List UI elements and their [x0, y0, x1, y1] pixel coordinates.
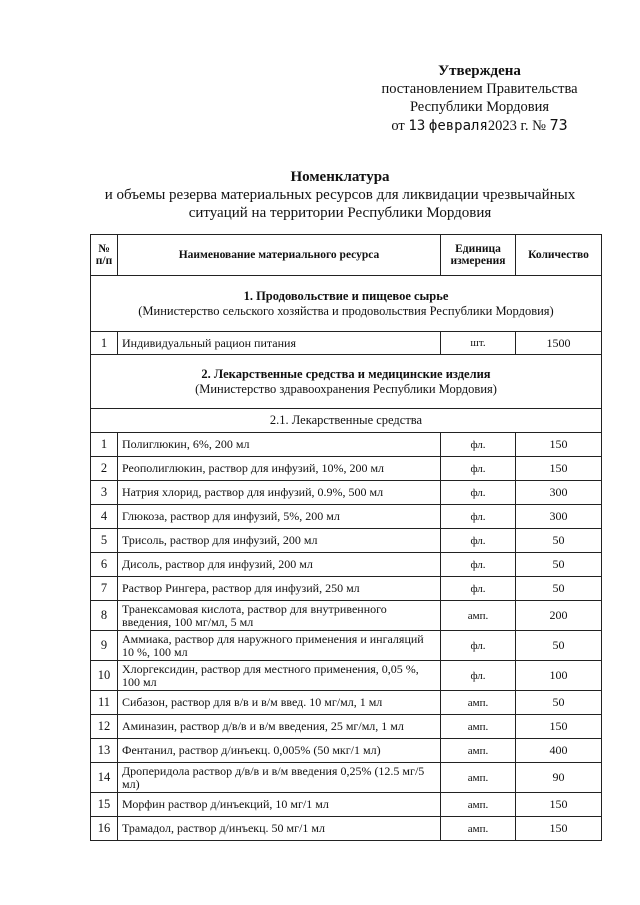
section-1-cell [91, 276, 602, 332]
row-name: Натрия хлорид, раствор для инфузий, 0.9%, 500 мл [118, 481, 441, 505]
row-qty: 50 [516, 691, 602, 715]
section-2-cell [91, 355, 602, 409]
row-no: 12 [91, 715, 118, 739]
row-name: Полиглюкин, 6%, 200 мл [118, 433, 441, 457]
row-no: 10 [91, 661, 118, 691]
row-unit: фл. [441, 433, 516, 457]
table-row [91, 553, 602, 577]
document-title-block [90, 168, 590, 222]
approval-block [372, 62, 587, 135]
table-row [91, 739, 602, 763]
header-name: Наименование материального ресурса [118, 235, 441, 276]
row-qty: 50 [516, 529, 602, 553]
row-unit: фл. [441, 529, 516, 553]
table-row [91, 577, 602, 601]
row-qty: 150 [516, 817, 602, 841]
section-2-title: 2. Лекарственные средства и медицинские изделия [201, 366, 491, 381]
table-row [91, 332, 602, 355]
row-unit: фл. [441, 631, 516, 661]
table-row [91, 793, 602, 817]
row-name: Трисоль, раствор для инфузий, 200 мл [118, 529, 441, 553]
row-name: Индивидуальный рацион питания [118, 332, 441, 355]
table-row [91, 601, 602, 631]
row-name: Глюкоза, раствор для инфузий, 5%, 200 мл [118, 505, 441, 529]
table-row [91, 691, 602, 715]
section-2-ministry: (Министерство здравоохранения Республики Мордовия) [195, 381, 497, 396]
table-row [91, 715, 602, 739]
row-qty: 50 [516, 577, 602, 601]
row-qty: 90 [516, 763, 602, 793]
document-title: Номенклатура [290, 169, 390, 185]
row-no: 8 [91, 601, 118, 631]
row-qty: 50 [516, 631, 602, 661]
row-no: 16 [91, 817, 118, 841]
approval-day: 13 [408, 118, 426, 134]
approval-title: Утверждена [438, 63, 521, 79]
row-unit: фл. [441, 577, 516, 601]
approval-number: 73 [549, 116, 568, 134]
row-unit: амп. [441, 601, 516, 631]
row-qty: 300 [516, 505, 602, 529]
row-qty: 200 [516, 601, 602, 631]
row-qty: 150 [516, 715, 602, 739]
row-unit: фл. [441, 481, 516, 505]
row-name: Транексамовая кислота, раствор для внутривенного введения, 100 мг/мл, 5 мл [118, 601, 441, 631]
row-unit: шт. [441, 332, 516, 355]
row-qty: 150 [516, 457, 602, 481]
row-qty: 300 [516, 481, 602, 505]
table-row [91, 457, 602, 481]
subsection-row [91, 409, 602, 433]
document-subtitle-line2: ситуаций на территории Республики Мордовия [188, 205, 492, 221]
row-name: Дроперидола раствор д/в/в и в/м введения 0,25% (12.5 мг/5 мл) [118, 763, 441, 793]
row-name: Реополиглюкин, раствор для инфузий, 10%, 200 мл [118, 457, 441, 481]
section-1-title: 1. Продовольствие и пищевое сырье [243, 288, 449, 303]
header-unit: Единица измерения [441, 235, 516, 276]
resources-table [90, 234, 602, 841]
table-row [91, 763, 602, 793]
header-no: № п/п [91, 235, 118, 276]
document-subtitle-line1: и объемы резерва материальных ресурсов для ликвидации чрезвычайных [104, 187, 576, 203]
row-name: Аммиака, раствор для наружного применения и ингаляций 10 %, 100 мл [118, 631, 441, 661]
row-unit: фл. [441, 661, 516, 691]
table-row [91, 529, 602, 553]
row-qty: 150 [516, 433, 602, 457]
row-name: Дисоль, раствор для инфузий, 200 мл [118, 553, 441, 577]
row-unit: фл. [441, 505, 516, 529]
header-qty: Количество [516, 235, 602, 276]
row-qty: 100 [516, 661, 602, 691]
row-unit: амп. [441, 715, 516, 739]
row-no: 1 [91, 433, 118, 457]
row-no: 7 [91, 577, 118, 601]
row-name: Фентанил, раствор д/инъекц. 0,005% (50 мкг/1 мл) [118, 739, 441, 763]
row-name: Трамадол, раствор д/инъекц. 50 мг/1 мл [118, 817, 441, 841]
row-no: 14 [91, 763, 118, 793]
row-unit: фл. [441, 553, 516, 577]
row-qty: 50 [516, 553, 602, 577]
row-unit: амп. [441, 793, 516, 817]
approval-line2: Республики Мордовия [409, 99, 550, 115]
table-row [91, 433, 602, 457]
table-row [91, 817, 602, 841]
row-no: 6 [91, 553, 118, 577]
subsection-2-1: 2.1. Лекарственные средства [91, 409, 602, 433]
row-unit: фл. [441, 457, 516, 481]
row-no: 1 [91, 332, 118, 355]
approval-line1: постановлением Правительства [381, 81, 578, 97]
row-no: 2 [91, 457, 118, 481]
approval-month: февраля [428, 118, 488, 134]
approval-date-line [372, 116, 587, 135]
row-no: 4 [91, 505, 118, 529]
row-name: Раствор Рингера, раствор для инфузий, 250 мл [118, 577, 441, 601]
row-name: Аминазин, раствор д/в/в и в/м введения, 25 мг/мл, 1 мл [118, 715, 441, 739]
row-unit: амп. [441, 739, 516, 763]
section-header-row [91, 355, 602, 409]
table-row [91, 481, 602, 505]
row-name: Хлоргексидин, раствор для местного применения, 0,05 %, 100 мл [118, 661, 441, 691]
row-no: 9 [91, 631, 118, 661]
row-name: Морфин раствор д/инъекций, 10 мг/1 мл [118, 793, 441, 817]
approval-year-suffix: г. № [520, 118, 546, 134]
table-row [91, 505, 602, 529]
row-unit: амп. [441, 763, 516, 793]
row-qty: 400 [516, 739, 602, 763]
approval-prefix: от [391, 118, 405, 134]
table-row [91, 661, 602, 691]
row-qty: 150 [516, 793, 602, 817]
approval-year: 2023 [487, 118, 517, 134]
row-unit: амп. [441, 817, 516, 841]
row-no: 5 [91, 529, 118, 553]
section-header-row [91, 276, 602, 332]
row-no: 13 [91, 739, 118, 763]
row-name: Сибазон, раствор для в/в и в/м введ. 10 мг/мл, 1 мл [118, 691, 441, 715]
row-no: 15 [91, 793, 118, 817]
row-no: 3 [91, 481, 118, 505]
row-qty: 1500 [516, 332, 602, 355]
row-unit: амп. [441, 691, 516, 715]
table-header-row [91, 235, 602, 276]
section-1-ministry: (Министерство сельского хозяйства и продовольствия Республики Мордовия) [138, 303, 554, 318]
table-row [91, 631, 602, 661]
row-no: 11 [91, 691, 118, 715]
